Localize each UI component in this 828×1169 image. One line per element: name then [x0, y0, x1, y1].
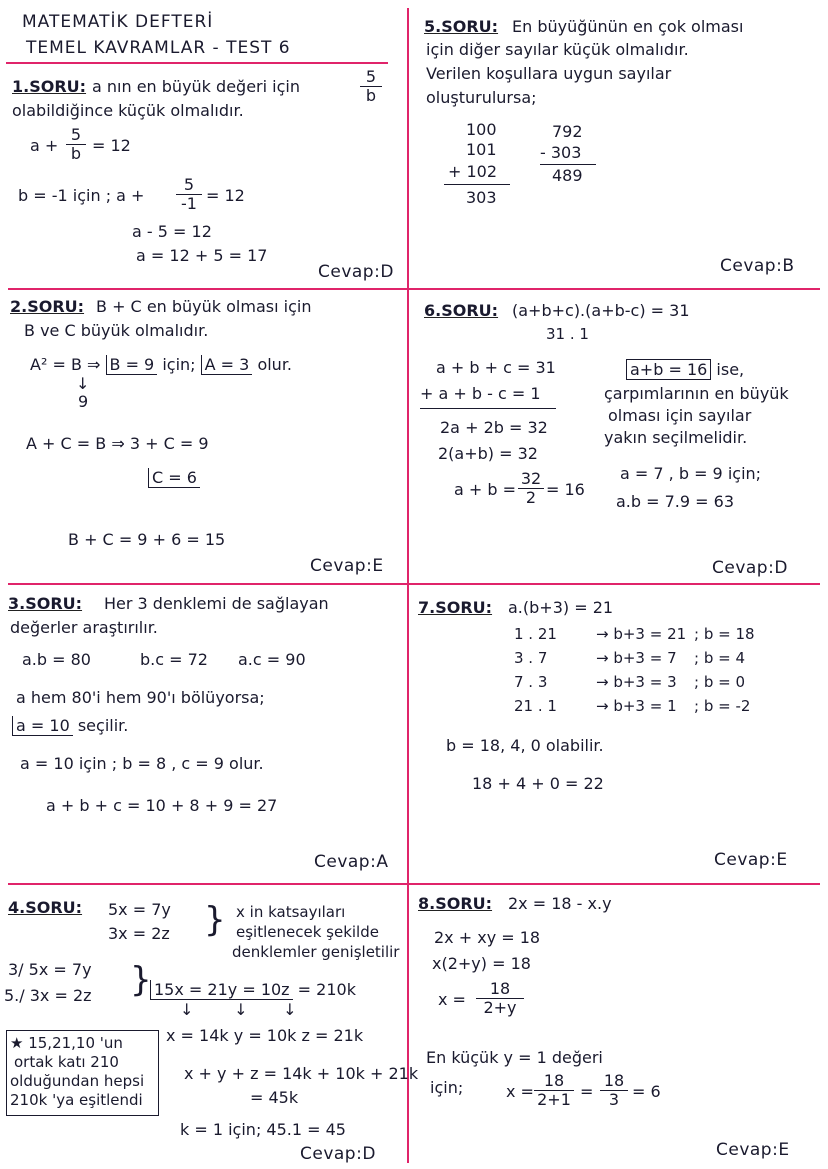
q2-eq4: B + C = 9 + 6 = 15: [68, 530, 226, 549]
q2-line1: B + C en büyük olması için: [96, 297, 312, 316]
q5-line4: oluşturulursa;: [426, 88, 537, 107]
q4-star4: 210k 'ya eşitlendi: [10, 1091, 143, 1109]
q8-s2: x(2+y) = 18: [432, 954, 531, 973]
q8-l3: x =: [506, 1082, 534, 1101]
q6-s2: + a + b - c = 1: [420, 384, 541, 403]
q3-answer: Cevap:A: [314, 852, 389, 872]
q8-s3: x =: [438, 990, 466, 1009]
q4-star3: olduğundan hepsi: [10, 1072, 145, 1090]
q4-m1: 3/ 5x = 7y: [8, 960, 92, 979]
q5-a3: + 102: [448, 162, 498, 181]
q7-row4-e: → b+3 = 1: [596, 697, 677, 715]
q6-answer: Cevap:D: [712, 558, 788, 578]
q1-eq1: a +: [30, 136, 59, 155]
q4-m2: 5./ 3x = 2z: [4, 986, 92, 1005]
q2-eq2: A + C = B ⇒ 3 + C = 9: [26, 434, 209, 453]
q5-a1: 100: [466, 120, 497, 139]
q6-rule: [420, 408, 556, 409]
q4-sum1: x + y + z = 14k + 10k + 21k: [184, 1064, 419, 1083]
q8-l3-right: = 6: [632, 1082, 661, 1101]
q7-row4-r: ; b = -2: [694, 697, 751, 715]
q3-line6: a + b + c = 10 + 8 + 9 = 27: [46, 796, 278, 815]
q7-row1-r: ; b = 18: [694, 625, 755, 643]
q8-eq: 2x = 18 - x.y: [508, 894, 612, 913]
q7-line2: 18 + 4 + 0 = 22: [472, 774, 604, 793]
q8-s1: 2x + xy = 18: [434, 928, 541, 947]
q4-vals: x = 14k y = 10k z = 21k: [166, 1026, 364, 1045]
q1-eq2-fraction: $\frac{5}{-1}$: [176, 176, 202, 213]
q5-b-rule: [540, 164, 596, 165]
q6-s5: a + b =: [454, 480, 517, 499]
q6-eq: (a+b+c).(a+b-c) = 31: [512, 301, 690, 320]
vertical-divider: [407, 8, 409, 1163]
q8-l3-fraction1: $\frac{18}{2+1}$: [534, 1072, 574, 1109]
q3-line2: değerler araştırılır.: [10, 618, 158, 637]
q4-eq1: 5x = 7y: [108, 900, 171, 919]
q8-s3-fraction: $\frac{18}{2+y}$: [476, 980, 524, 1017]
q6-r2: çarpımlarının en büyük: [604, 384, 789, 403]
divider-row1: [8, 288, 820, 290]
q2-nine: 9: [78, 392, 89, 411]
q4-brace: }: [204, 900, 226, 940]
q2-eq1: A² = B ⇒ B = 9 için; A = 3 olur.: [30, 355, 293, 374]
q4-note2: eşitlenecek şekilde: [236, 923, 379, 941]
title-underline: [6, 62, 388, 64]
q7-line1: b = 18, 4, 0 olabilir.: [446, 736, 604, 755]
q2-eq3: C = 6: [148, 468, 200, 488]
q4-k: k = 1 için; 45.1 = 45: [180, 1120, 346, 1139]
q3-line1: Her 3 denklemi de sağlayan: [104, 594, 329, 613]
q6-s5-right: = 16: [546, 480, 585, 499]
q5-a-rule: [444, 184, 510, 185]
q5-line3: Verilen koşullara uygun sayılar: [426, 64, 672, 83]
test-title: TEMEL KAVRAMLAR - TEST 6: [26, 38, 291, 58]
divider-row3: [8, 883, 820, 885]
q5-line1: En büyüğünün en çok olması: [512, 17, 744, 36]
q4-note1: x in katsayıları: [236, 903, 346, 921]
q1-eq1-right: = 12: [92, 136, 131, 155]
q2-label: 2.SORU:: [10, 297, 85, 316]
q3-label: 3.SORU:: [8, 594, 83, 613]
q4-sum2: = 45k: [250, 1088, 299, 1107]
q5-line2: için diğer sayılar küçük olmalıdır.: [426, 40, 689, 59]
q5-a2: 101: [466, 140, 497, 159]
q8-l3-mid: =: [580, 1082, 594, 1101]
q5-label: 5.SORU:: [424, 17, 499, 36]
q1-line1: a nın en büyük değeri için: [92, 77, 300, 96]
notebook-title: MATEMATİK DEFTERİ: [22, 12, 214, 32]
q4-label: 4.SORU:: [8, 898, 83, 917]
q7-row3-f: 7 . 3: [514, 673, 548, 691]
q8-l3-fraction2: $\frac{18}{3}$: [600, 1072, 628, 1109]
q7-row4-f: 21 . 1: [514, 697, 557, 715]
q4-arrows: ↓ ↓ ↓: [180, 1000, 297, 1019]
q6-r5: a = 7 , b = 9 için;: [620, 464, 762, 483]
q8-label: 8.SORU:: [418, 894, 493, 913]
q8-l2: için;: [430, 1078, 464, 1097]
q1-answer: Cevap:D: [318, 262, 394, 282]
q2-line2: B ve C büyük olmalıdır.: [24, 321, 209, 340]
q5-b3: 489: [552, 166, 583, 185]
q6-r4: yakın seçilmelidir.: [604, 428, 748, 447]
q1-eq2-right: = 12: [206, 186, 245, 205]
q4-star1: ★ 15,21,10 'un: [10, 1034, 123, 1052]
q4-eq2: 3x = 2z: [108, 924, 170, 943]
q7-row3-e: → b+3 = 3: [596, 673, 677, 691]
q4-star2: ortak katı 210: [14, 1053, 119, 1071]
divider-row2: [8, 583, 820, 585]
q4-chain: 15x = 21y = 10z = 210k: [150, 980, 356, 1000]
q5-b1: 792: [552, 122, 583, 141]
q6-r1: a+b = 16 ise,: [626, 360, 744, 380]
q1-eq1-fraction: $\frac{5}{b}$: [66, 126, 86, 163]
q3-eq1a: a.b = 80: [22, 650, 91, 669]
q4-note-box-right: [150, 1030, 159, 1116]
q1-line2: olabildiğince küçük olmalıdır.: [12, 101, 244, 120]
q6-label: 6.SORU:: [424, 301, 499, 320]
q5-b2: - 303: [540, 143, 582, 162]
q3-eq1c: a.c = 90: [238, 650, 306, 669]
q2-arrow: ↓: [76, 374, 90, 393]
q6-under: 31 . 1: [546, 325, 589, 343]
q7-row2-f: 3 . 7: [514, 649, 548, 667]
q6-r6: a.b = 7.9 = 63: [616, 492, 735, 511]
q2-answer: Cevap:E: [310, 556, 384, 576]
q7-row2-e: → b+3 = 7: [596, 649, 677, 667]
q8-answer: Cevap:E: [716, 1140, 790, 1160]
q7-row1-e: → b+3 = 21: [596, 625, 687, 643]
q7-eq: a.(b+3) = 21: [508, 598, 614, 617]
q7-answer: Cevap:E: [714, 850, 788, 870]
q7-row3-r: ; b = 0: [694, 673, 745, 691]
q3-line5: a = 10 için ; b = 8 , c = 9 olur.: [20, 754, 264, 773]
q6-s1: a + b + c = 31: [436, 358, 556, 377]
q5-a4: 303: [466, 188, 497, 207]
q7-label: 7.SORU:: [418, 598, 493, 617]
q6-s5-fraction: $\frac{32}{2}$: [518, 470, 544, 507]
q1-label: 1.SORU:: [12, 77, 87, 96]
q3-line3: a hem 80'i hem 90'ı bölüyorsa;: [16, 688, 265, 707]
q3-eq1b: b.c = 72: [140, 650, 208, 669]
q1-eq2: b = -1 için ; a +: [18, 186, 145, 205]
q1-eq4: a = 12 + 5 = 17: [136, 246, 268, 265]
q6-s3: 2a + 2b = 32: [440, 418, 548, 437]
q6-r3: olması için sayılar: [608, 406, 752, 425]
q4-brace2: }: [130, 960, 152, 1000]
q1-eq3: a - 5 = 12: [132, 222, 212, 241]
q8-l1: En küçük y = 1 değeri: [426, 1048, 603, 1067]
q3-line4: a = 10 seçilir.: [12, 716, 128, 736]
q4-note3: denklemler genişletilir: [232, 943, 400, 961]
q1-fraction: $\frac{5}{b}$: [360, 68, 382, 105]
q7-row2-r: ; b = 4: [694, 649, 745, 667]
q7-row1-f: 1 . 21: [514, 625, 557, 643]
q4-answer: Cevap:D: [300, 1144, 376, 1164]
q5-answer: Cevap:B: [720, 256, 795, 276]
q6-s4: 2(a+b) = 32: [438, 444, 538, 463]
